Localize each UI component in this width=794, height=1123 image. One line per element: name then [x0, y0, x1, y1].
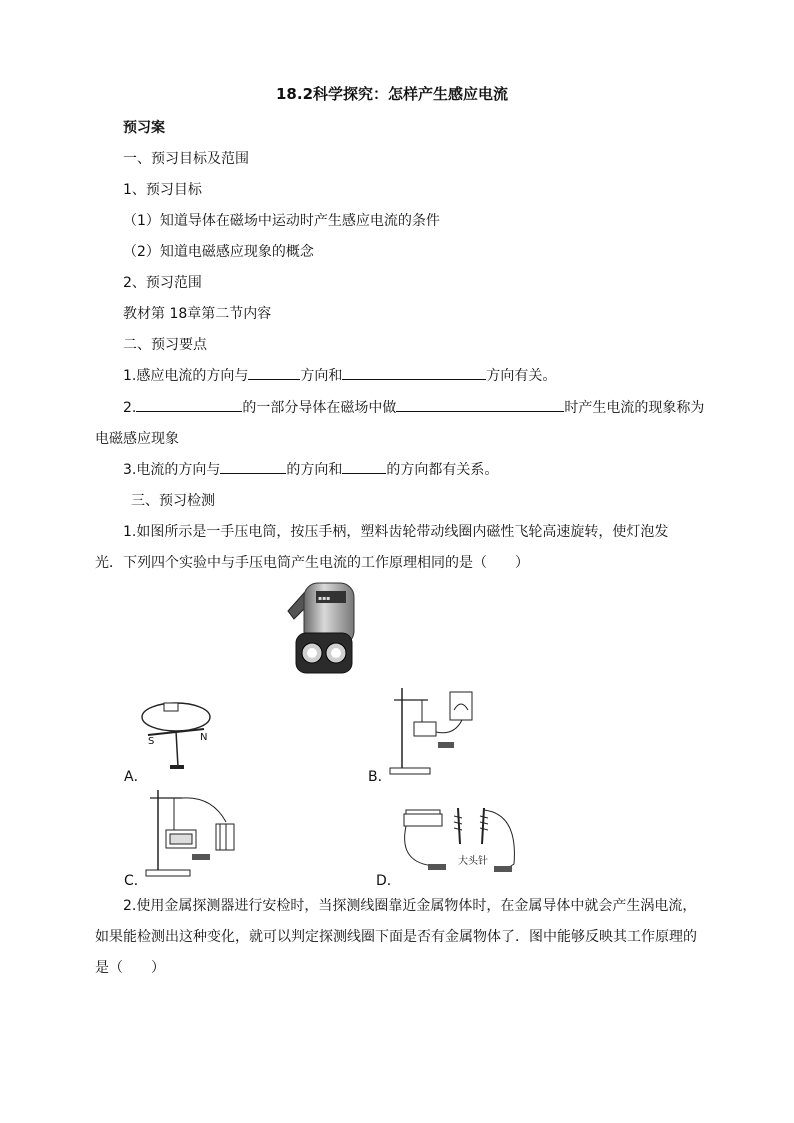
- goal-item-1: （1）知道导体在磁场中运动时产生感应电流的条件: [123, 213, 440, 229]
- option-d-pin-label: 大头针: [458, 856, 488, 867]
- question-2-line-1: 2.使用金属探测器进行安检时，当探测线圈靠近金属物体时，在金属导体中就会产生涡电流，: [123, 898, 697, 914]
- option-a-n-label: N: [200, 732, 208, 743]
- key-point-3-text-a: 3.电流的方向与: [123, 462, 221, 478]
- hand-flashlight-image: [282, 573, 362, 683]
- question-2-line-2: 如果能检测出这种变化，就可以判定探测线圈下面是否有金属物体了．图中能够反映其工作原理的: [95, 929, 697, 945]
- option-d-figure: [396, 804, 520, 884]
- scope-text: 教材第 18章第二节内容: [123, 306, 272, 322]
- fill-blank[interactable]: [136, 398, 242, 412]
- goal-item-2: （2）知道电磁感应现象的概念: [123, 244, 314, 260]
- key-point-3: [123, 459, 498, 479]
- option-a-label[interactable]: A．: [124, 769, 148, 785]
- fill-blank[interactable]: [396, 398, 564, 412]
- page-title: 18.2科学探究：怎样产生感应电流: [276, 85, 509, 103]
- fill-blank[interactable]: [248, 366, 300, 380]
- key-point-1: [123, 365, 556, 385]
- section-label: 预习案: [123, 120, 165, 136]
- key-point-3-text-c: 的方向都有关系。: [386, 462, 499, 478]
- option-a-s-label: S: [148, 736, 155, 747]
- question-2-line-3: 是（ ）: [95, 960, 165, 976]
- fill-blank[interactable]: [220, 460, 286, 474]
- key-point-1-text-a: 1.感应电流的方向与: [123, 368, 249, 384]
- heading-key-points: 二、预习要点: [123, 337, 207, 353]
- question-1-line-2: 光．下列四个实验中与手压电筒产生电流的工作原理相同的是（ ）: [95, 555, 529, 571]
- option-c-label[interactable]: C．: [124, 873, 148, 889]
- key-point-2-text-b: 的一部分导体在磁场中做: [242, 400, 397, 416]
- svg-text:▪▪▪: ▪▪▪: [318, 595, 331, 602]
- option-d-label[interactable]: D．: [376, 873, 401, 889]
- key-point-2-text-c: 时产生电流的现象称为: [564, 400, 705, 416]
- question-1-line-1: 1.如图所示是一手压电筒，按压手柄，塑料齿轮带动线圈内磁性飞轮高速旋转，使灯泡发: [123, 524, 669, 540]
- subheading-goals: 1、预习目标: [123, 182, 202, 198]
- key-point-2-text-a: 2.: [123, 400, 137, 416]
- heading-goals-scope: 一、预习目标及范围: [123, 151, 249, 167]
- key-point-1-text-c: 方向有关。: [486, 368, 557, 384]
- heading-check: 三、预习检测: [131, 493, 215, 509]
- key-point-3-text-b: 的方向和: [286, 462, 343, 478]
- option-b-figure: [384, 684, 474, 776]
- option-c-figure: [142, 786, 242, 878]
- subheading-scope: 2、预习范围: [123, 275, 202, 291]
- key-point-2: [123, 397, 704, 417]
- key-point-2-continuation: 电磁感应现象: [95, 431, 179, 447]
- key-point-1-text-b: 方向和: [300, 368, 343, 384]
- option-b-label[interactable]: B．: [368, 769, 392, 785]
- fill-blank[interactable]: [342, 366, 486, 380]
- fill-blank[interactable]: [342, 460, 386, 474]
